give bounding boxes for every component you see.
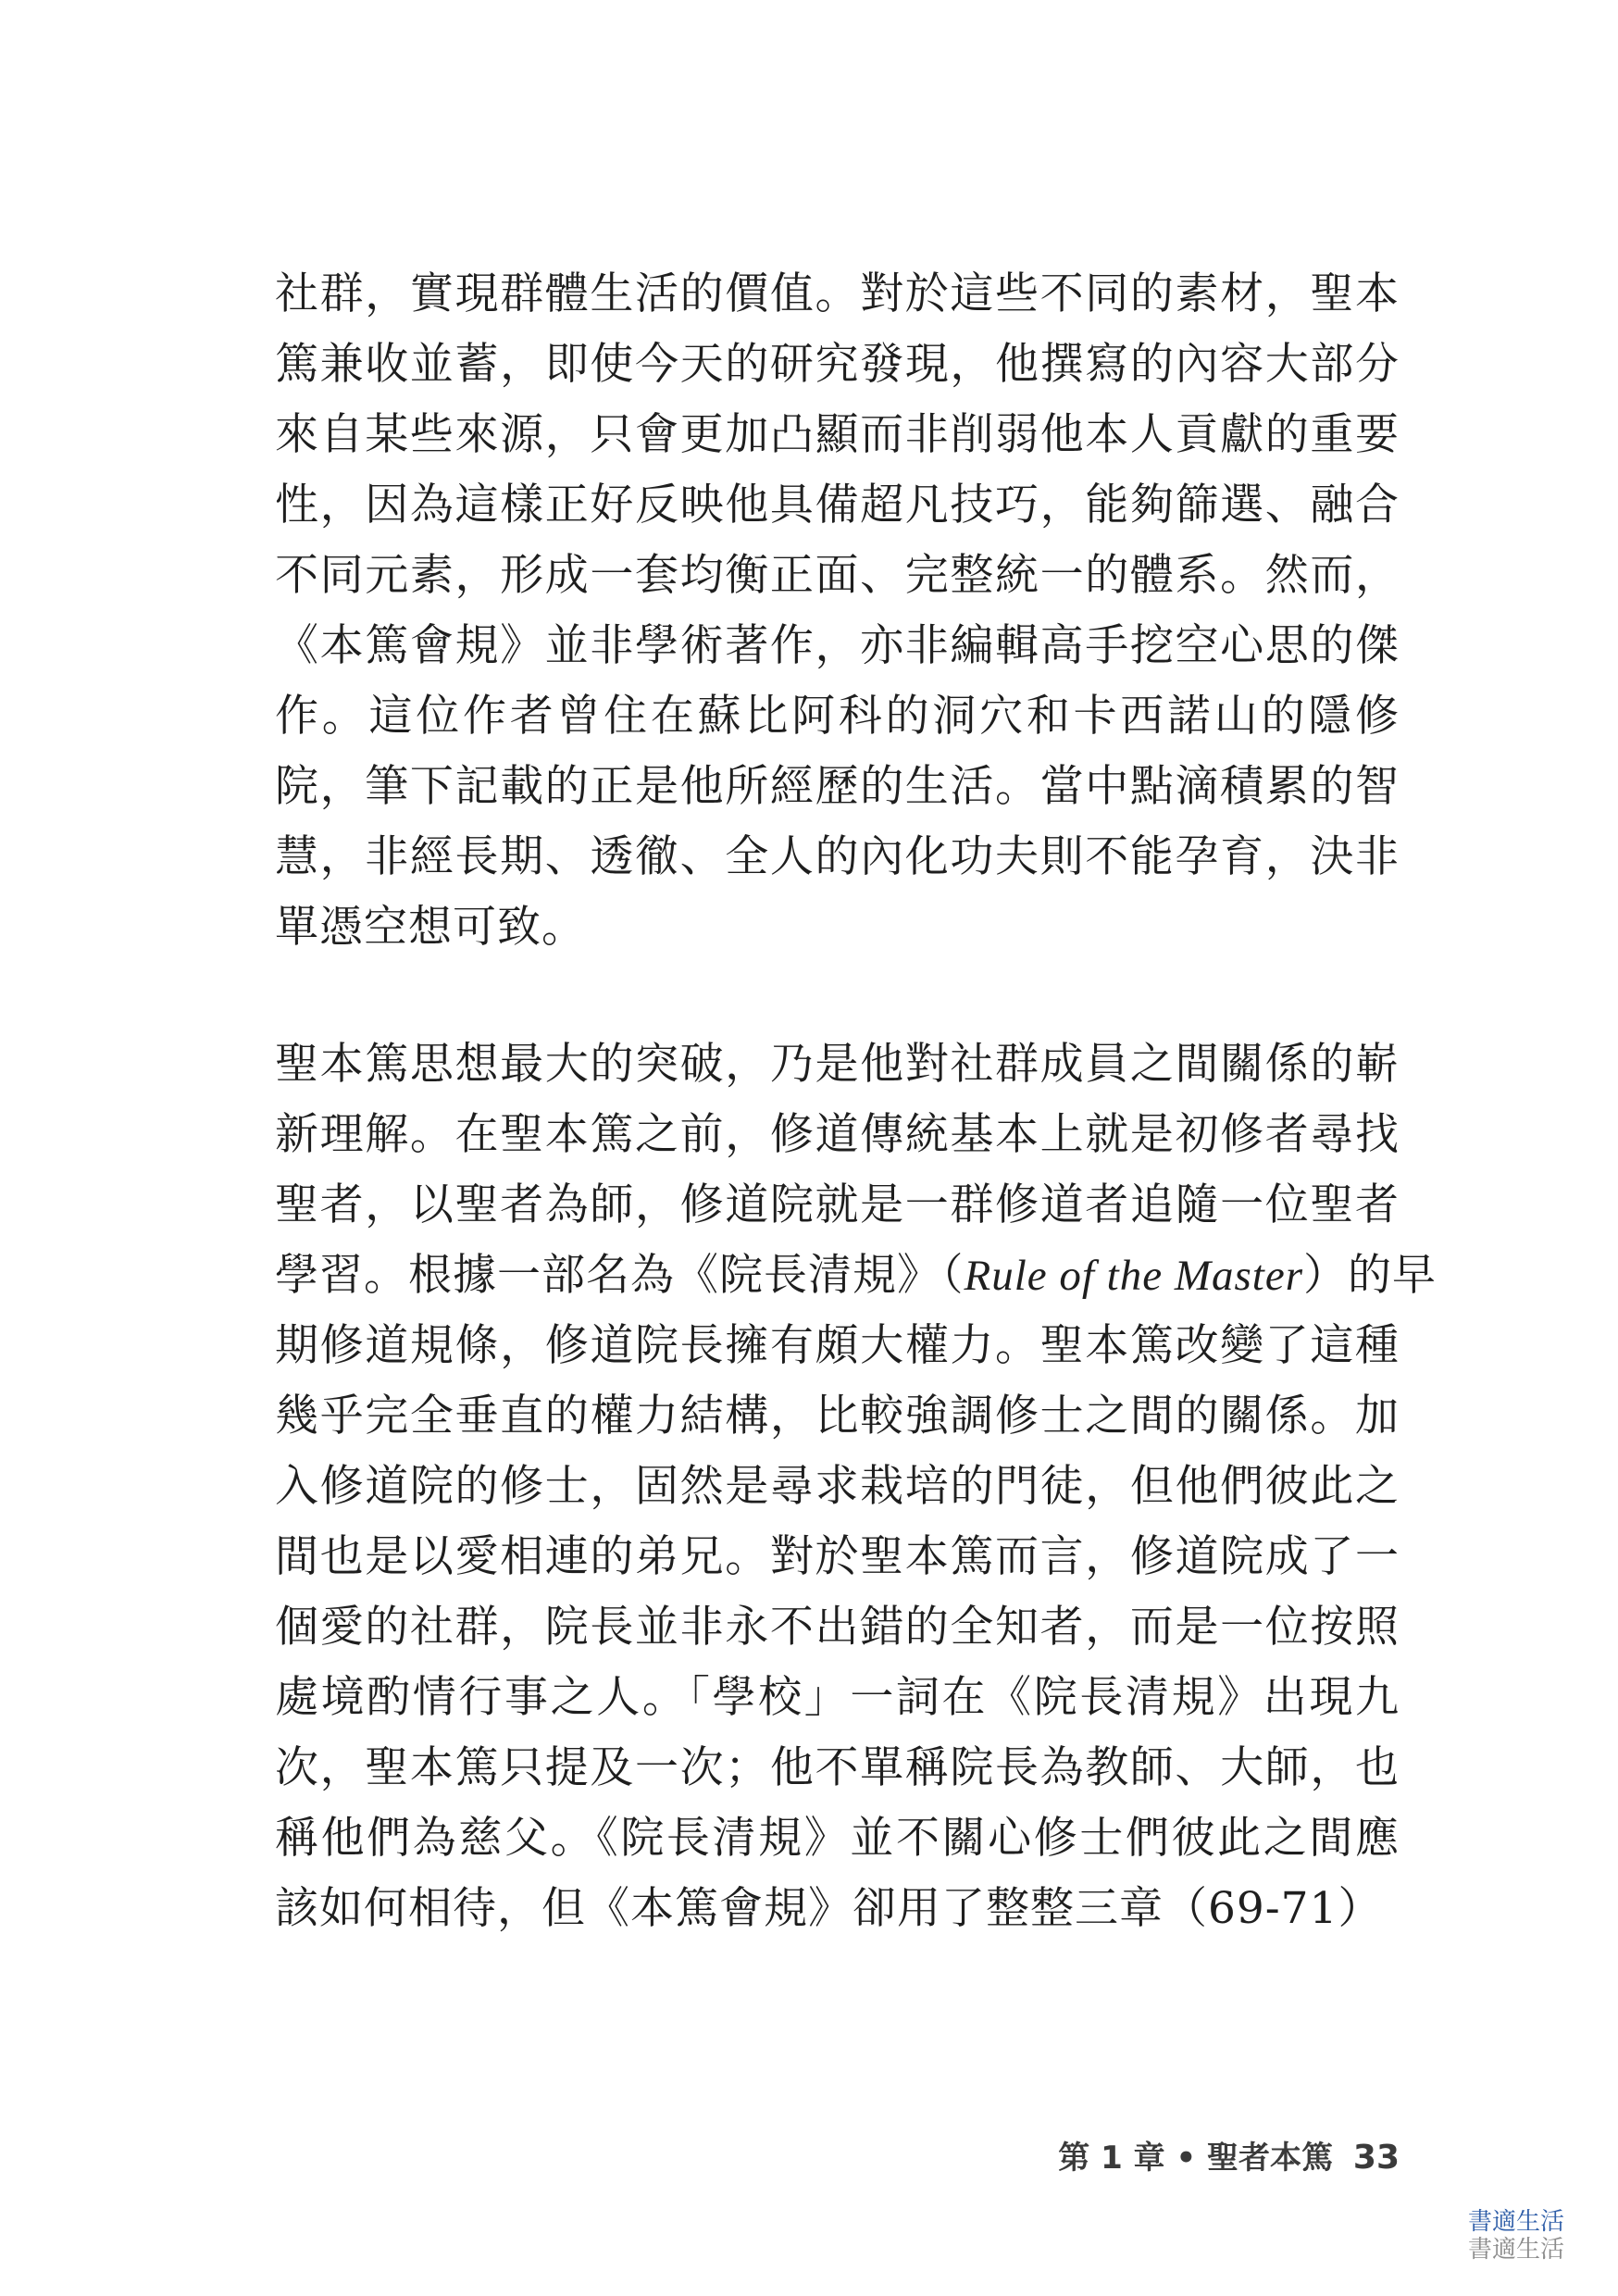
- text-line: 院，筆下記載的正是他所經歷的生活。當中點滴積累的智: [275, 761, 1400, 812]
- text-segment: ）的早: [1303, 1250, 1438, 1301]
- text-line: 聖本篤思想最大的突破，乃是他對社群成員之間關係的嶄: [275, 1039, 1400, 1090]
- text-line: 該如何相待，但《本篤會規》卻用了整整三章（69-71）: [275, 1883, 1383, 1934]
- watermark-line: 書適生活: [1467, 2236, 1564, 2264]
- text-line: 慧，非經長期、透徹、全人的內化功夫則不能孕育，決非: [275, 831, 1400, 882]
- text-line: 間也是以愛相連的弟兄。對於聖本篤而言，修道院成了一: [275, 1531, 1400, 1582]
- text-line: 聖者，以聖者為師，修道院就是一群修道者追隨一位聖者: [275, 1179, 1400, 1230]
- footer-separator: •: [1176, 2140, 1197, 2177]
- page-number: 33: [1352, 2139, 1400, 2177]
- text-line: 篤兼收並蓄，即使今天的研究發現，他撰寫的內容大部分: [275, 339, 1400, 390]
- text-line: 不同元素，形成一套均衡正面、完整統一的體系。然而，: [275, 550, 1400, 601]
- text-line: 稱他們為慈父。《院長清規》並不關心修士們彼此之間應: [275, 1813, 1400, 1864]
- watermark-line: 書適生活: [1467, 2208, 1564, 2236]
- paragraph-2: [275, 1029, 1438, 1944]
- text-line: 次，聖本篤只提及一次；他不單稱院長為教師、大師，也: [275, 1742, 1400, 1793]
- text-line: 幾乎完全垂直的權力結構，比較強調修士之間的關係。加: [275, 1391, 1400, 1441]
- watermark: [1468, 2208, 1564, 2264]
- latin-title: Rule of the Master: [964, 1252, 1304, 1300]
- chapter-label: 第 1 章: [1058, 2140, 1165, 2177]
- text-line: 性，因為這樣正好反映他具備超凡技巧，能夠篩選、融合: [275, 480, 1400, 530]
- text-line: 來自某些來源，只會更加凸顯而非削弱他本人貢獻的重要: [275, 409, 1400, 460]
- text-line: 《本篤會規》並非學術著作，亦非編輯高手挖空心思的傑: [275, 620, 1400, 671]
- text-segment: 學習。根據一部名為《院長清規》（: [275, 1250, 965, 1301]
- paragraph-1: [275, 259, 1400, 963]
- text-line: 作。這位作者曾住在蘇比阿科的洞穴和卡西諾山的隱修: [275, 691, 1400, 742]
- text-line: 社群，實現群體生活的價值。對於這些不同的素材，聖本: [275, 268, 1400, 319]
- page-footer: [1058, 2132, 1400, 2177]
- text-line: 新理解。在聖本篤之前，修道傳統基本上就是初修者尋找: [275, 1109, 1400, 1160]
- text-line: 期修道規條，修道院長擁有頗大權力。聖本篤改變了這種: [275, 1320, 1400, 1371]
- chapter-title: 聖者本篤: [1207, 2140, 1334, 2177]
- text-line: 單憑空想可致。: [275, 902, 586, 953]
- text-line: 入修道院的修士，固然是尋求栽培的門徒，但他們彼此之: [275, 1461, 1400, 1512]
- text-line: 個愛的社群，院長並非永不出錯的全知者，而是一位按照: [275, 1602, 1400, 1653]
- text-line: 處境酌情行事之人。「學校」一詞在《院長清規》出現九: [275, 1672, 1400, 1723]
- text-line-with-latin-title: [275, 1241, 1438, 1311]
